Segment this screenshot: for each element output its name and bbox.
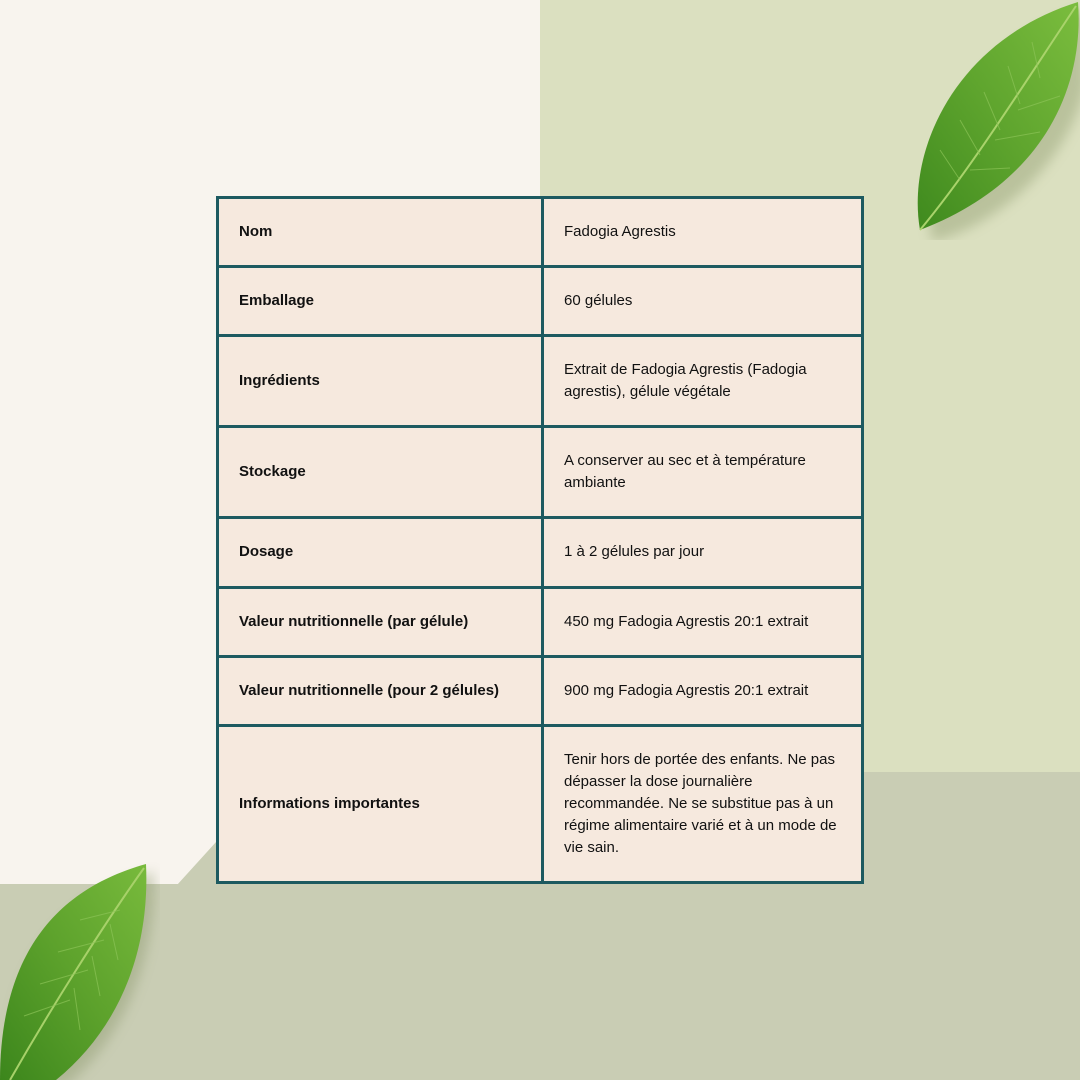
row-label: Nom <box>218 198 543 267</box>
row-value: 450 mg Fadogia Agrestis 20:1 extrait <box>543 587 863 656</box>
row-label: Emballage <box>218 267 543 336</box>
row-label: Dosage <box>218 518 543 587</box>
table-row <box>218 267 863 336</box>
row-label: Valeur nutritionnelle (pour 2 gélules) <box>218 656 543 725</box>
row-value: A conserver au sec et à température ambiante <box>543 427 863 518</box>
row-label: Informations importantes <box>218 725 543 882</box>
row-value: Tenir hors de portée des enfants. Ne pas dépasser la dose journalière recommandée. Ne se substitue pas à un régime alimentaire varié et à un mode de vie sain. <box>543 725 863 882</box>
table-row <box>218 725 863 882</box>
leaf-image-bottom-left <box>0 860 160 1080</box>
table-row <box>218 656 863 725</box>
table-row <box>218 336 863 427</box>
row-value: Fadogia Agrestis <box>543 198 863 267</box>
table-row <box>218 198 863 267</box>
row-label: Ingrédients <box>218 336 543 427</box>
row-value: 1 à 2 gélules par jour <box>543 518 863 587</box>
leaf-image-top-right <box>900 0 1080 240</box>
table-row <box>218 587 863 656</box>
row-value: 900 mg Fadogia Agrestis 20:1 extrait <box>543 656 863 725</box>
row-label: Valeur nutritionnelle (par gélule) <box>218 587 543 656</box>
spec-table <box>216 196 864 884</box>
row-label: Stockage <box>218 427 543 518</box>
table-row <box>218 518 863 587</box>
table-row <box>218 427 863 518</box>
row-value: 60 gélules <box>543 267 863 336</box>
row-value: Extrait de Fadogia Agrestis (Fadogia agrestis), gélule végétale <box>543 336 863 427</box>
